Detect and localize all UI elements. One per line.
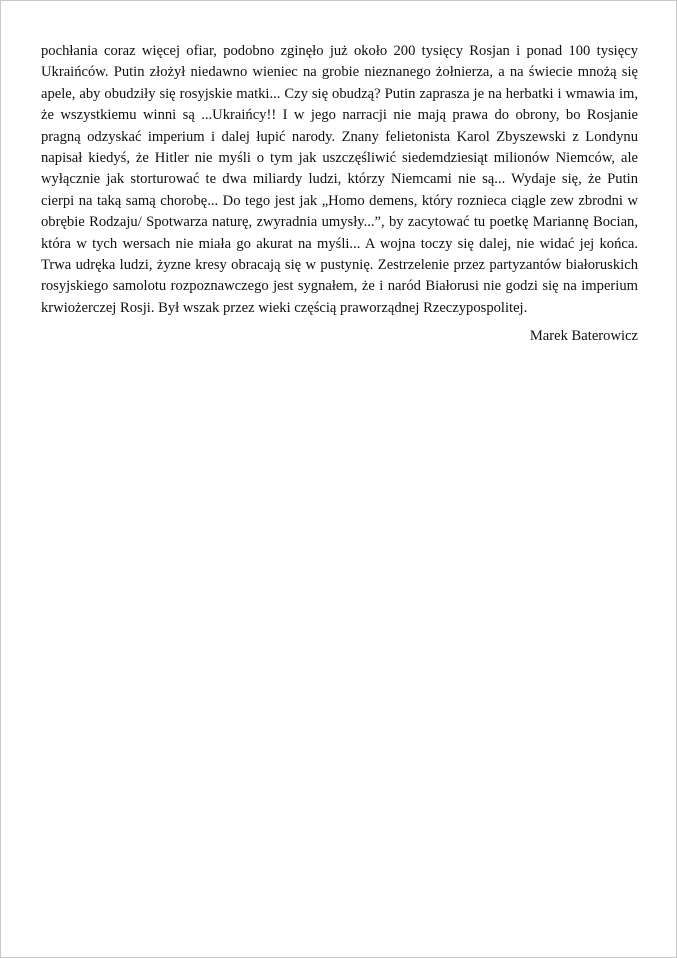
article-content <box>41 41 638 348</box>
article-body: pochłania coraz więcej ofiar, podobno zginęło już około 200 tysięcy Rosjan i ponad 100 tysięcy Ukraińców. Putin złożył niedawno wieniec na grobie nieznanego żołnierza, a na świecie mnożą się apele, aby obudziły się rosyjskie matki... Czy się obudzą? Putin zaprasza je na herbatki i wmawia im, że wszystkiemu winni są ...Ukraińcy!! I w jego narracji nie mają prawa do obrony, bo Rosjanie pragną odzyskać imperium i dalej łupić narody. Znany felietonista Karol Zbyszewski z Londynu napisał kiedyś, że Hitler nie myśli o tym jak uszczęśliwić siedemdziesiąt milionów Niemców, ale wyłącznie jak storturować te dwa miliardy ludzi, którzy Niemcami nie są... Wydaje się, że Putin cierpi na taką samą chorobę... Do tego jest jak „Homo demens, który roznieca ciągle zew zbrodni w obrębie Rodzaju/ Spotwarza naturę, zwyradnia umysły...”, by zacytować tu poetkę Mariannę Bocian, która w tych wersach nie miała go akurat na myśli... A wojna toczy się dalej, nie widać jej końca. Trwa udręka ludzi, żyzne kresy obracają się w pustynię. Zestrzelenie przez partyzantów białoruskich rosyjskiego samolotu rozpoznawczego jest sygnałem, że i naród Białorusi nie godzi się na imperium krwiożerczej Rosji. Był wszak przez wieki częścią praworządnej Rzeczypospolitej. <box>41 43 638 316</box>
author-signature: Marek Baterowicz <box>529 328 638 345</box>
